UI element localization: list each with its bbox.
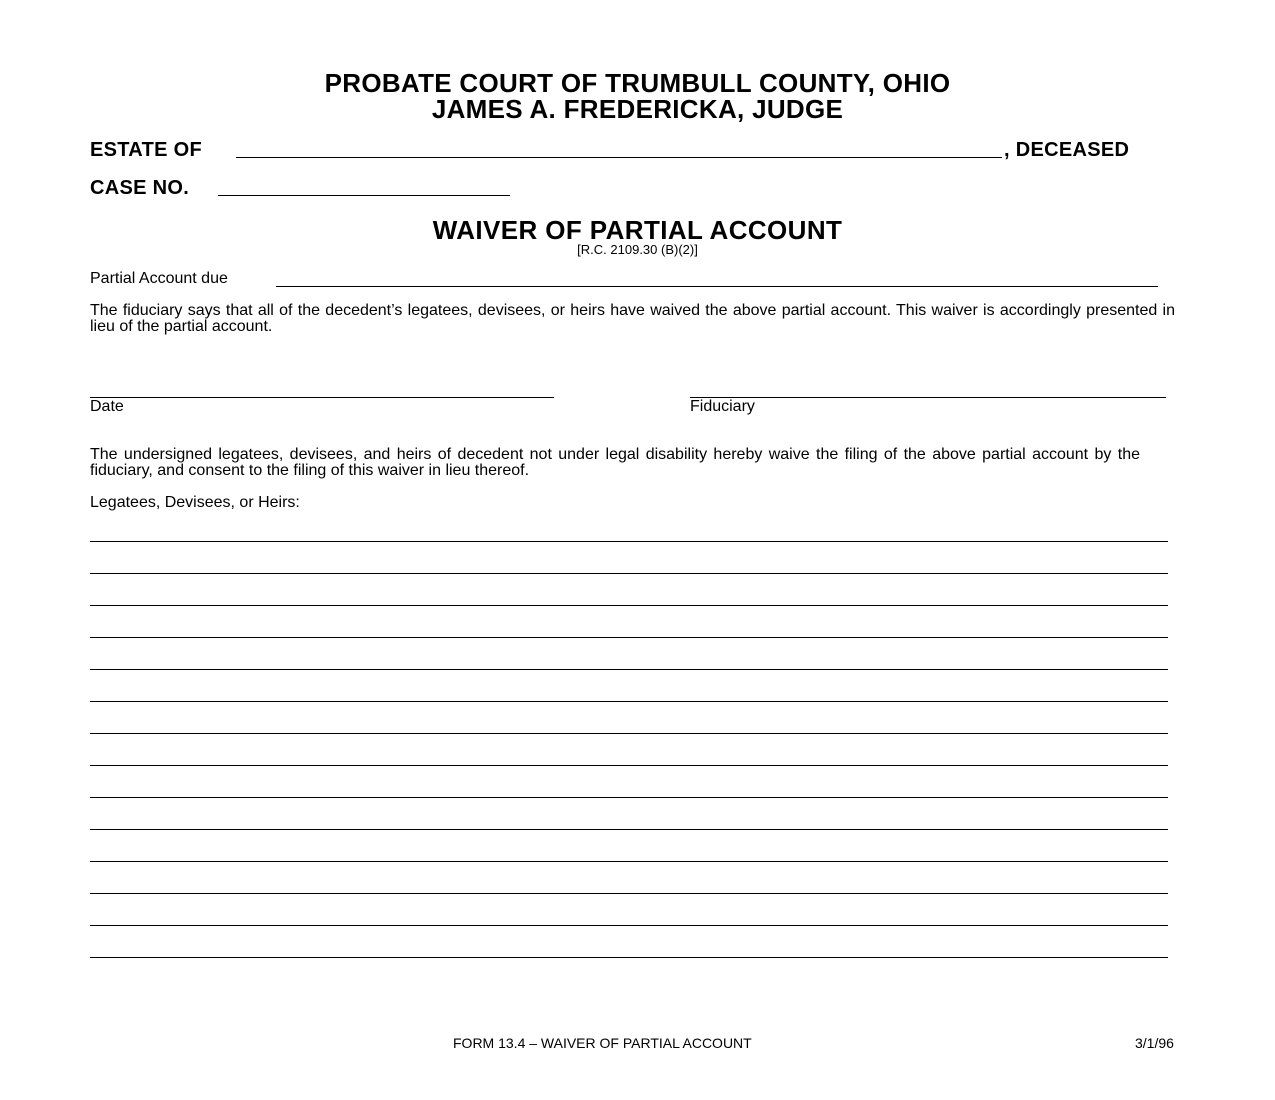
footer-revision-date: 3/1/96 bbox=[1135, 1035, 1174, 1051]
form-title: WAIVER OF PARTIAL ACCOUNT bbox=[432, 215, 843, 245]
partial-account-label: Partial Account due bbox=[90, 270, 228, 287]
estate-name-field[interactable] bbox=[236, 157, 1002, 158]
heir-signature-line[interactable] bbox=[90, 669, 1168, 670]
fiduciary-signature-line[interactable] bbox=[690, 397, 1166, 398]
heir-signature-line[interactable] bbox=[90, 957, 1168, 958]
date-label: Date bbox=[90, 398, 124, 415]
heir-signature-line[interactable] bbox=[90, 925, 1168, 926]
fiduciary-statement: The fiduciary says that all of the decedent’s legatees, devisees, or heirs have waived the above partial account. This waiver is accordingly presented in lieu of the partial account. bbox=[90, 302, 1175, 335]
heir-signature-line[interactable] bbox=[90, 605, 1168, 606]
date-signature-line[interactable] bbox=[90, 397, 554, 398]
heir-signature-line[interactable] bbox=[90, 765, 1168, 766]
heir-signature-line[interactable] bbox=[90, 637, 1168, 638]
heir-signature-line[interactable] bbox=[90, 893, 1168, 894]
case-no-field[interactable] bbox=[218, 195, 510, 196]
heirs-label: Legatees, Devisees, or Heirs: bbox=[90, 494, 300, 511]
statute-citation: [R.C. 2109.30 (B)(2)] bbox=[577, 242, 698, 257]
case-no-label: CASE NO. bbox=[90, 177, 190, 199]
judge-name: JAMES A. FREDERICKA, JUDGE bbox=[431, 94, 844, 124]
deceased-label: , DECEASED bbox=[1004, 139, 1130, 161]
partial-account-due-field[interactable] bbox=[276, 286, 1158, 287]
estate-label: ESTATE OF bbox=[90, 139, 202, 161]
heir-signature-line[interactable] bbox=[90, 733, 1168, 734]
heir-signature-line[interactable] bbox=[90, 541, 1168, 542]
footer-form-name: FORM 13.4 – WAIVER OF PARTIAL ACCOUNT bbox=[453, 1035, 752, 1051]
consent-statement: The undersigned legatees, devisees, and heirs of decedent not under legal disability hereby waive the filing of the above partial account by the fiduciary, and consent to the filing of this waiver in lieu thereof. bbox=[90, 446, 1140, 479]
heir-signature-line[interactable] bbox=[90, 861, 1168, 862]
heir-signature-line[interactable] bbox=[90, 701, 1168, 702]
court-name: PROBATE COURT OF TRUMBULL COUNTY, OHIO bbox=[324, 68, 951, 98]
heir-signature-line[interactable] bbox=[90, 573, 1168, 574]
fiduciary-label: Fiduciary bbox=[690, 398, 755, 415]
heir-signature-line[interactable] bbox=[90, 829, 1168, 830]
heir-signature-line[interactable] bbox=[90, 797, 1168, 798]
